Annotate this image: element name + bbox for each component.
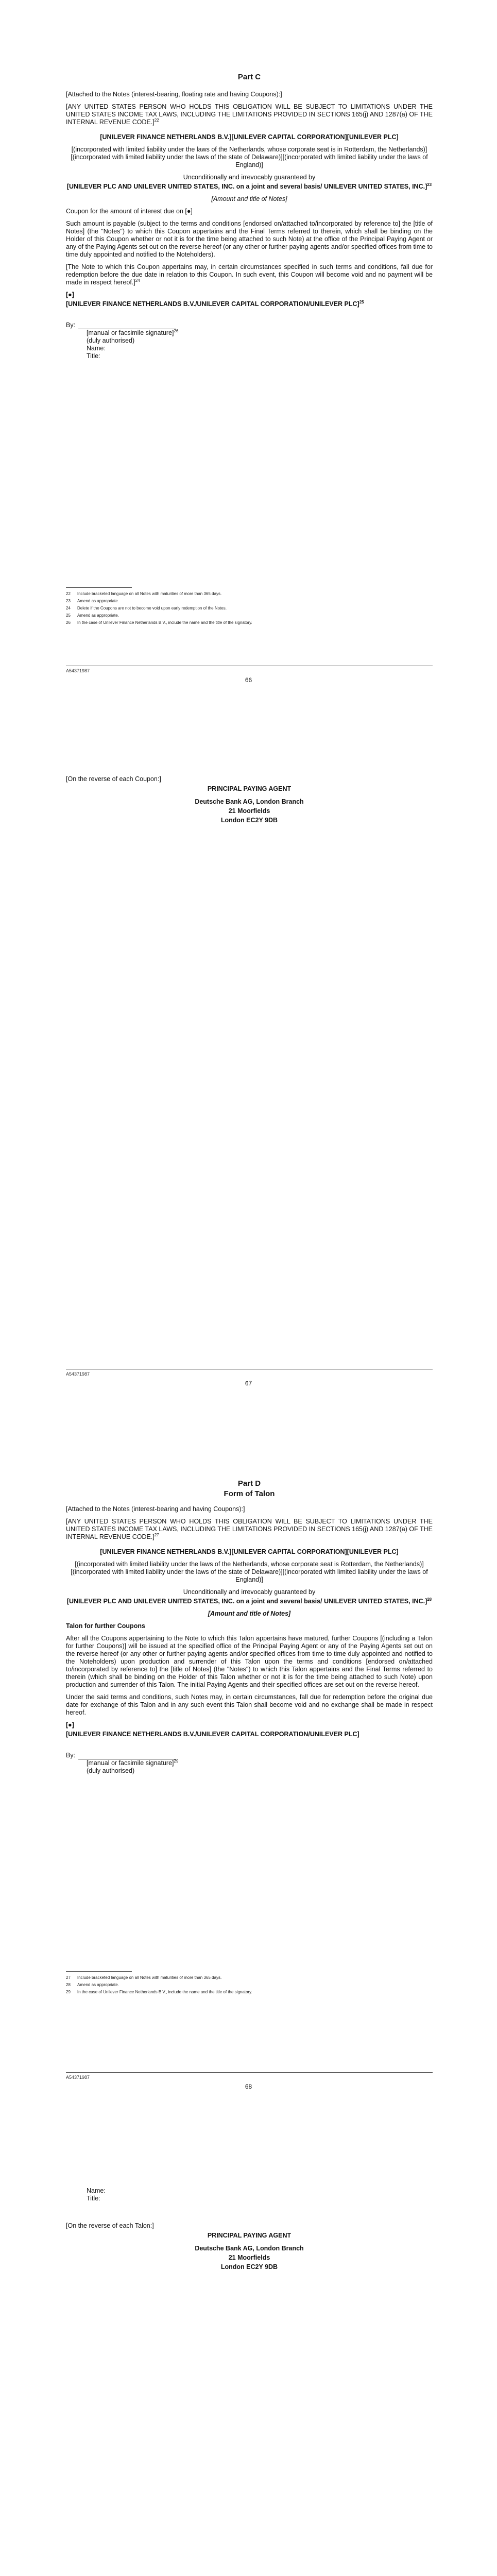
signature-line — [78, 1753, 176, 1759]
signatory-entity: [UNILEVER FINANCE NETHERLANDS B.V./UNILEVER CAPITAL CORPORATION/UNILEVER PLC] — [66, 1731, 359, 1738]
footnote: 27 Include bracketed language on all Notes with maturities of more than 365 days. — [66, 1975, 222, 1980]
footnote-ref: 22 — [154, 117, 159, 123]
talon-text: After all the Coupons appertaining to the Note to which this Talon appertains have matured, further Coupons [(including a Talon for further Coupons)] will be issued at the specified office of the Principal Paying Agent or any of the Paying Agents set out on the reverse hereof (or any other or further paying agents and/or specified offices from time to time duly appointed and notified to the Noteholders) upon production and surrender of this Talon upon the terms and conditions [endorsed on/attached to/incorporated by reference to] the [title of Notes] (the "Notes") to which this Talon appertains and the Final Terms referred to therein (which shall be binding on the Holder of this Talon whether or not it is for the time being attached to such Note) upon production and surrender of this Talon. The initial Paying Agents and their specified offices are set out on the reverse hereof. — [66, 1635, 433, 1688]
page-68 — [0, 1406, 497, 2110]
document-id: A54371987 — [66, 2075, 90, 2080]
agent-address-line: London EC2Y 9DB — [220, 817, 278, 824]
page-69 — [0, 2110, 497, 2576]
footnote-ref: 25 — [359, 299, 364, 304]
name-label: Name: — [87, 345, 106, 352]
agent-address-line: Deutsche Bank AG, London Branch — [195, 2245, 304, 2252]
attached-note: [Attached to the Notes (interest-bearing and having Coupons):] — [66, 1505, 245, 1513]
footnote-ref: 29 — [174, 1758, 179, 1764]
footnote-separator — [66, 1971, 132, 1972]
footnote-separator — [66, 587, 132, 588]
page-number: 68 — [245, 2083, 252, 2090]
issuer-name: [UNILEVER FINANCE NETHERLANDS B.V.][UNILEVER CAPITAL CORPORATION][UNILEVER PLC] — [100, 133, 399, 141]
footnote-ref: 23 — [427, 182, 432, 187]
agent-address-line: Deutsche Bank AG, London Branch — [195, 798, 304, 805]
form-of-talon-heading: Form of Talon — [224, 1489, 275, 1498]
signature-manual: [manual or facsimile signature]$^{26}$ — [87, 328, 179, 336]
footnotes — [66, 1974, 433, 1996]
agent-title: PRINCIPAL PAYING AGENT — [207, 2232, 292, 2239]
tax-legend: [ANY UNITED STATES PERSON WHO HOLDS THIS OBLIGATION WILL BE SUBJECT TO LIMITATIONS UNDER THE UNITED STATES INCOME TAX LAWS, INCLUDING THE LIMITATIONS PROVIDED IN SECTIONS 165(j) AND 1287(a) OF THE INTERNAL REVENUE CODE.]$^{22}$ — [66, 103, 433, 126]
name-label: Name: — [87, 2187, 106, 2194]
document-id: A54371987 — [66, 668, 90, 673]
guarantee-line: Unconditionally and irrevocably guaranteed by — [183, 1588, 316, 1596]
payable-text: Such amount is payable (subject to the terms and conditions [endorsed on/attached to/incorporated by reference to] the [title of Notes] (the "Notes") to which this Coupon appertains and the Final Terms referred to therein, which shall be binding on the Holder of this Coupon whether or not it is for the time being attached to such Note) at the office of the Principal Paying Agent or any of the Paying Agents set out on the reverse hereof (or any other or further paying agents and/or specified offices from time to time duly appointed and notified to the Noteholders). — [66, 220, 433, 258]
signature-block — [66, 1752, 433, 1775]
duly-authorised: (duly authorised) — [87, 337, 135, 344]
part-d-heading: Part D — [237, 1479, 261, 1488]
void-clause: [The Note to which this Coupon appertains may, in certain circumstances specified in such terms and conditions, fall due for redemption before the due date in relation to this Coupon. In such event, this Coupon will become void and no payment will be made in respect hereof.]$^{24}$ — [66, 263, 433, 286]
title-label: Title: — [87, 352, 100, 360]
page-66 — [0, 0, 497, 703]
guarantee-line: Unconditionally and irrevocably guaranteed by — [183, 174, 316, 181]
amount-title: [Amount and title of Notes] — [211, 195, 287, 202]
footnote: 24 Delete if the Coupons are not to become void upon early redemption of the Notes. — [66, 606, 227, 611]
footnote-ref: 26 — [174, 328, 179, 333]
footnote: 28 Amend as appropriate. — [66, 1982, 119, 1987]
footnote-ref: 28 — [427, 1597, 432, 1602]
talon-heading: Talon for further Coupons — [66, 1622, 145, 1630]
signature-manual: [manual or facsimile signature]$^{29}$ — [87, 1758, 179, 1767]
footnote: 25 Amend as appropriate. — [66, 613, 119, 618]
agent-address-line: London EC2Y 9DB — [220, 2263, 278, 2270]
footer-rule — [66, 2072, 433, 2073]
guarantors: [UNILEVER PLC AND UNILEVER UNITED STATES, INC. on a joint and several basis/ UNILEVER UNITED STATES, INC.]$^{28}$ — [66, 1597, 432, 1605]
reverse-note: [On the reverse of each Coupon:] — [66, 775, 161, 783]
attached-note: [Attached to the Notes (interest-bearing, floating rate and having Coupons):] — [66, 91, 282, 98]
signatory-entity: [UNILEVER FINANCE NETHERLANDS B.V./UNILEVER CAPITAL CORPORATION/UNILEVER PLC]$^{25}$ — [66, 299, 364, 308]
reverse-note: [On the reverse of each Talon:] — [66, 2222, 154, 2229]
placeholder-bullet: [●] — [66, 291, 74, 298]
title-label: Title: — [87, 2195, 100, 2202]
footnote: 23 Amend as appropriate. — [66, 599, 119, 603]
part-c-heading: Part C — [237, 73, 261, 81]
footnotes — [66, 590, 433, 626]
incorporation-text: [(incorporated with limited liability under the laws of the Netherlands, whose corporate seat is Rotterdam, the Netherlands)][(incorporated with limited liability under the laws of the state of Delaware)][(incorporated with limited liability under the laws of England)] — [71, 1561, 428, 1583]
page-67-body — [66, 775, 433, 826]
agent-title: PRINCIPAL PAYING AGENT — [207, 785, 292, 792]
footnote-ref: 24 — [135, 278, 140, 283]
footnote: 22 Include bracketed language on all Notes with maturities of more than 365 days. — [66, 591, 222, 596]
redemption-text: Under the said terms and conditions, such Notes may, in certain circumstances, fall due for redemption before the original due date for exchange of this Talon and in any such event this Talon shall become void and no exchange shall be made in respect hereof. — [66, 1693, 433, 1716]
amount-title: [Amount and title of Notes] — [208, 1610, 291, 1617]
tax-legend: [ANY UNITED STATES PERSON WHO HOLDS THIS OBLIGATION WILL BE SUBJECT TO LIMITATIONS UNDER THE UNITED STATES INCOME TAX LAWS, INCLUDING THE LIMITATIONS PROVIDED IN SECTIONS 165(j) AND 1287(a) OF THE INTERNAL REVENUE CODE.]$^{27}$ — [66, 1518, 433, 1540]
signature-block — [66, 321, 433, 360]
agent-address-line: 21 Moorfields — [228, 2254, 270, 2261]
footnote: 26 In the case of Unilever Finance Netherlands B.V., include the name and the title of the signatory. — [66, 620, 252, 625]
footnote: 29 In the case of Unilever Finance Netherlands B.V., include the name and the title of the signatory. — [66, 1990, 252, 1994]
page-67 — [0, 703, 497, 1406]
coupon-amount: Coupon for the amount of interest due on [●] — [66, 208, 193, 215]
duly-authorised: (duly authorised) — [87, 1767, 135, 1774]
incorporation-text: [(incorporated with limited liability under the laws of the Netherlands, whose corporate seat is in Rotterdam, the Netherlands)][(incorporated with limited liability under the laws of the state of Delaware)][(incorporated with limited liability under the laws of England)] — [71, 146, 428, 168]
placeholder-bullet: [●] — [66, 1721, 74, 1728]
agent-address-line: 21 Moorfields — [228, 807, 270, 815]
by-label: By: — [66, 1752, 76, 1759]
page-66-body — [66, 72, 433, 360]
footnote-ref: 27 — [154, 1532, 159, 1537]
document-id: A54371987 — [66, 1371, 90, 1377]
page-number: 67 — [245, 1380, 252, 1387]
page-68-body — [66, 1479, 433, 1775]
guarantors: [UNILEVER PLC AND UNILEVER UNITED STATES, INC. on a joint and several basis/ UNILEVER UNITED STATES, INC.]$^{23}$ — [66, 182, 432, 190]
page-69-body — [66, 2187, 433, 2273]
issuer-name: [UNILEVER FINANCE NETHERLANDS B.V.][UNILEVER CAPITAL CORPORATION][UNILEVER PLC] — [100, 1548, 399, 1555]
by-label: By: — [66, 321, 76, 329]
page-number: 66 — [245, 676, 252, 684]
signature-line — [78, 323, 176, 329]
